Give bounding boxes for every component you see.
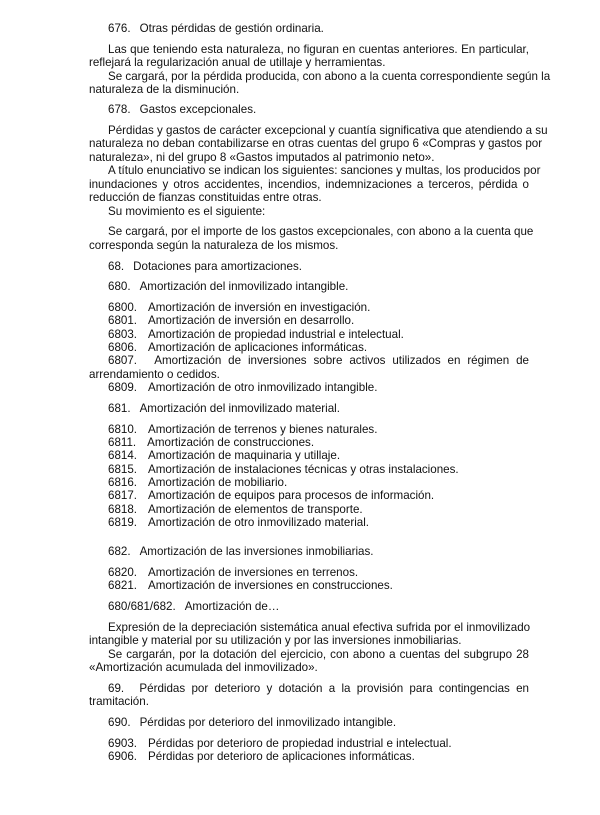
paragraph-line: inundaciones y otros accidentes, incendios, indemnizaciones a terceros, pérdida o — [89, 178, 529, 191]
paragraph-line: reflejará la regularización anual de utillaje y herramientas. — [89, 56, 386, 69]
paragraph-line: Pérdidas y gastos de carácter excepcional y cuantía significativa que atendiendo a su — [108, 124, 548, 137]
account-title: Amortización de inversión en desarrollo. — [148, 314, 355, 327]
list-item — [108, 516, 529, 529]
account-code: 6811. — [108, 436, 137, 449]
account-title: Amortización del inmovilizado intangible. — [139, 280, 349, 293]
list-item — [108, 354, 529, 367]
list-item — [108, 436, 529, 449]
paragraph-line: Se cargarán, por la dotación del ejercicio, con abono a cuentas del subgrupo 28 — [108, 648, 529, 661]
account-code: 678. — [108, 103, 131, 116]
account-code: 6903. — [108, 737, 138, 750]
account-title: Pérdidas por deterioro del inmovilizado intangible. — [139, 716, 397, 729]
account-code: 6819. — [108, 516, 138, 529]
list-item — [108, 463, 529, 476]
account-title: Amortización de las inversiones inmobiliarias. — [139, 545, 374, 558]
account-code: 6821. — [108, 579, 138, 592]
account-title: Amortización de inversiones en construcciones. — [148, 579, 393, 592]
account-code: 6807. — [108, 354, 138, 367]
list-item — [108, 579, 529, 592]
account-title: Otras pérdidas de gestión ordinaria. — [139, 22, 324, 35]
paragraph-line: Se cargará, por la pérdida producida, con abono a la cuenta correspondiente según la — [108, 70, 551, 83]
account-title: Amortización de maquinaria y utillaje. — [148, 449, 341, 462]
section-heading-continuation: tramitación. — [89, 695, 149, 708]
list-item — [108, 566, 529, 579]
account-code: 681. — [108, 402, 131, 415]
paragraph-line: «Amortización acumulada del inmovilizado». — [89, 661, 318, 674]
account-code: 6803. — [108, 328, 138, 341]
account-title: Amortización de… — [184, 600, 280, 613]
list-item — [108, 503, 529, 516]
list-item — [108, 737, 529, 750]
section-heading-678 — [108, 103, 529, 116]
account-code: 6806. — [108, 341, 138, 354]
account-title: Amortización de otro inmovilizado intangible. — [148, 381, 378, 394]
section-heading-690 — [108, 716, 529, 729]
paragraph-line: naturaleza no deban contabilizarse en otras cuentas del grupo 6 «Compras y gastos por — [89, 137, 543, 150]
list-item — [108, 449, 529, 462]
account-title: Amortización de otro inmovilizado material. — [148, 516, 370, 529]
paragraph-line: Expresión de la depreciación sistemática anual efectiva sufrida por el inmovilizado — [108, 621, 531, 634]
section-heading-680 — [108, 280, 529, 293]
paragraph-line: A título enunciativo se indican los siguientes: sanciones y multas, los producidos por — [108, 164, 541, 177]
account-code: 682. — [108, 545, 131, 558]
account-title: Amortización del inmovilizado material. — [139, 402, 340, 415]
account-code: 6810. — [108, 423, 138, 436]
list-item — [108, 476, 529, 489]
account-title: Amortización de equipos para procesos de información. — [148, 489, 435, 502]
account-title: Dotaciones para amortizaciones. — [133, 260, 302, 273]
account-code: 68. — [108, 260, 125, 273]
account-code: 680. — [108, 280, 131, 293]
account-title: Amortización de aplicaciones informáticas. — [148, 341, 368, 354]
account-title: Amortización de elementos de transporte. — [148, 503, 363, 516]
paragraph-line: Su movimiento es el siguiente: — [108, 205, 266, 218]
account-code: 69. — [108, 682, 125, 695]
account-code: 6815. — [108, 463, 138, 476]
list-item — [108, 328, 529, 341]
account-title: Amortización de mobiliario. — [148, 476, 288, 489]
list-item — [108, 314, 529, 327]
account-title: Amortización de construcciones. — [147, 436, 315, 449]
account-title: Pérdidas por deterioro y dotación a la provisión para contingencias en — [139, 682, 529, 695]
account-title: Pérdidas por deterioro de propiedad industrial e intelectual. — [148, 737, 452, 750]
account-title: Pérdidas por deterioro de aplicaciones informáticas. — [148, 750, 415, 763]
section-heading-682 — [108, 545, 529, 558]
account-title: Amortización de inversiones en terrenos. — [148, 566, 359, 579]
list-item — [108, 341, 529, 354]
account-code: 6814. — [108, 449, 138, 462]
section-heading-680-681-682 — [108, 600, 529, 613]
paragraph-line: naturaleza de la disminución. — [89, 83, 240, 96]
paragraph-line: naturaleza», ni del grupo 8 «Gastos imputados al patrimonio neto». — [89, 151, 435, 164]
list-item — [108, 489, 529, 502]
paragraph-line: Las que teniendo esta naturaleza, no figuran en cuentas anteriores. En particular, — [108, 43, 529, 56]
account-code: 6809. — [108, 381, 138, 394]
account-code: 690. — [108, 716, 131, 729]
paragraph-line: reducción de fianzas constituidas entre otras. — [89, 191, 322, 204]
list-item — [108, 750, 529, 763]
account-title: Amortización de instalaciones técnicas y otras instalaciones. — [148, 463, 459, 476]
account-code: 6816. — [108, 476, 138, 489]
account-code: 6801. — [108, 314, 138, 327]
account-code: 680/681/682. — [108, 600, 176, 613]
section-heading-69 — [108, 682, 529, 695]
list-item-continuation: arrendamiento o cedidos. — [89, 368, 220, 381]
account-title: Gastos excepcionales. — [139, 103, 257, 116]
paragraph-line: Se cargará, por el importe de los gastos excepcionales, con abono a la cuenta que — [108, 225, 534, 238]
section-heading-681 — [108, 402, 529, 415]
account-title: Amortización de terrenos y bienes naturales. — [148, 423, 378, 436]
account-code: 6817. — [108, 489, 138, 502]
section-heading-676 — [108, 22, 529, 35]
account-code: 6800. — [108, 301, 138, 314]
account-code: 676. — [108, 22, 131, 35]
account-code: 6818. — [108, 503, 138, 516]
list-item — [108, 423, 529, 436]
account-code: 6820. — [108, 566, 138, 579]
paragraph-line: corresponda según la naturaleza de los mismos. — [89, 239, 339, 252]
account-title: Amortización de inversiones sobre activos utilizados en régimen de — [154, 354, 529, 367]
section-heading-68 — [108, 260, 529, 273]
account-title: Amortización de inversión en investigación. — [148, 301, 371, 314]
account-code: 6906. — [108, 750, 138, 763]
account-title: Amortización de propiedad industrial e intelectual. — [148, 328, 404, 341]
paragraph-line: intangible y material por su utilización y por las inversiones inmobiliarias. — [89, 634, 462, 647]
list-item — [108, 381, 529, 394]
list-item — [108, 301, 529, 314]
